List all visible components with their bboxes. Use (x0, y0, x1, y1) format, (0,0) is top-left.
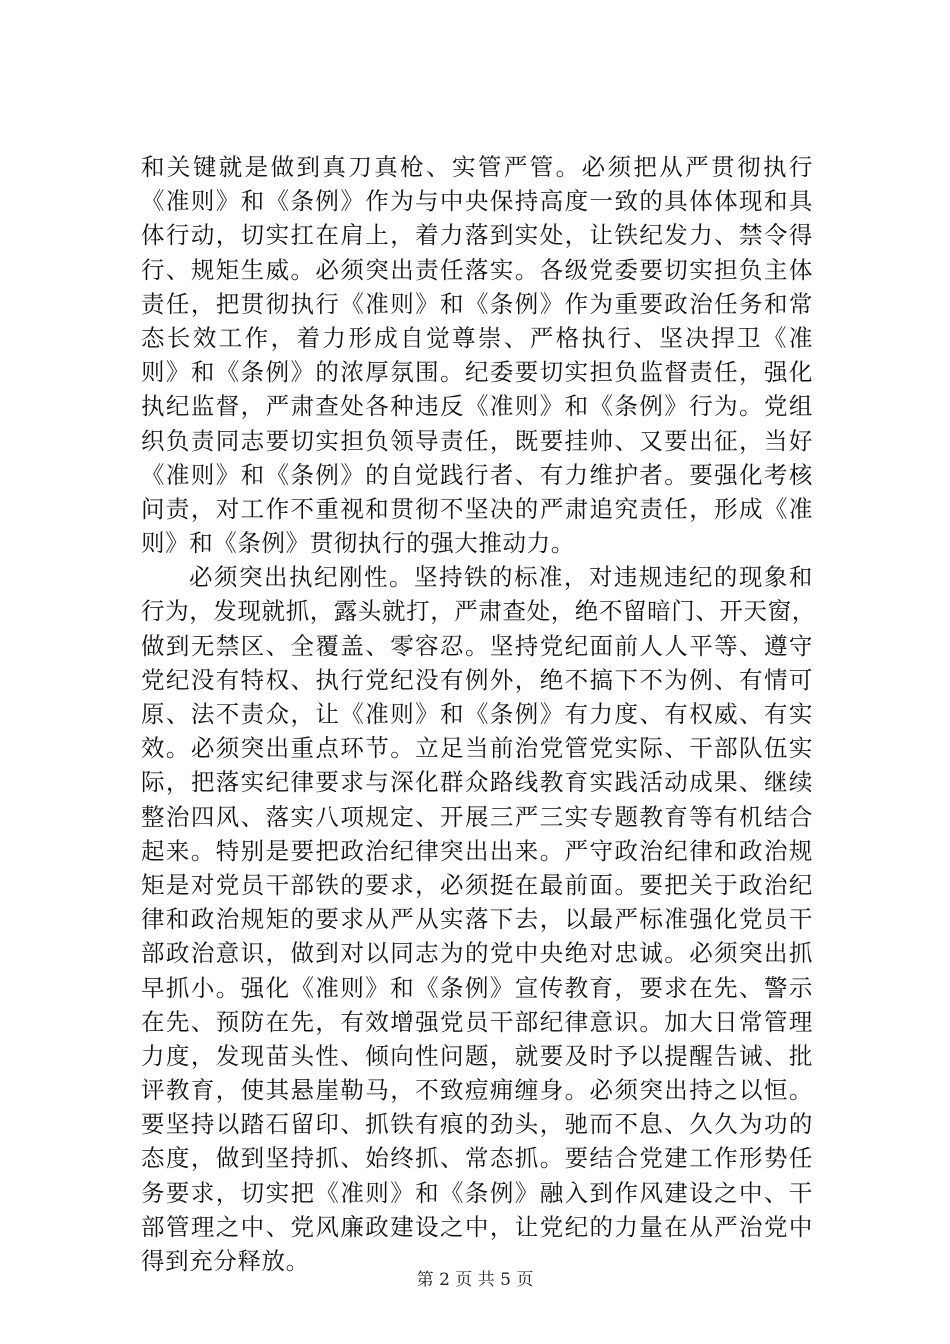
text-line: 在先、预防在先，有效增强党员干部纪律意识。加大日常管理 (141, 1007, 813, 1036)
text-line: 整治四风、落实八项规定、开展三严三实专题教育等有机结合 (141, 802, 813, 831)
text-line: 问责，对工作不重视和贯彻不坚决的严肃追究责任，形成《准 (141, 494, 813, 523)
text-line: 原、法不责众，让《准则》和《条例》有力度、有权威、有实 (141, 700, 813, 728)
paragraph (141, 150, 813, 560)
text-line: 态度，做到坚持抓、始终抓、常态抓。要结合党建工作形势任 (141, 1144, 813, 1173)
text-line: 行、规矩生威。必须突出责任落实。各级党委要切实担负主体 (141, 255, 813, 284)
text-line: 矩是对党员干部铁的要求，必须挺在最前面。要把关于政治纪 (141, 870, 813, 899)
text-line: 部管理之中、党风廉政建设之中，让党纪的力量在从严治党中 (141, 1212, 813, 1241)
text-line: 部政治意识，做到对以同志为的党中央绝对忠诚。必须突出抓 (141, 939, 813, 968)
text-line: 起来。特别是要把政治纪律突出出来。严守政治纪律和政治规 (141, 836, 813, 865)
text-line: 《准则》和《条例》的自觉践行者、有力维护者。要强化考核 (141, 460, 813, 489)
text-line: 力度，发现苗头性、倾向性问题，就要及时予以提醒告诫、批 (141, 1041, 813, 1070)
text-line: 执纪监督，严肃查处各种违反《准则》和《条例》行为。党组 (141, 392, 813, 421)
text-line: 则》和《条例》的浓厚氛围。纪委要切实担负监督责任，强化 (141, 358, 813, 387)
paragraph (141, 560, 816, 1278)
text-line: 则》和《条例》贯彻执行的强大推动力。 (141, 529, 575, 558)
text-line: 效。必须突出重点环节。立足当前治党管党实际、干部队伍实 (141, 734, 813, 763)
text-line: 党纪没有特权、执行党纪没有例外，绝不搞下不为例、有情可 (141, 665, 813, 694)
document-body (141, 150, 816, 1278)
text-line: 际，把落实纪律要求与深化群众路线教育实践活动成果、继续 (141, 768, 813, 797)
page-footer (0, 1270, 950, 1290)
text-line: 和关键就是做到真刀真枪、实管严管。必须把从严贯彻执行 (141, 153, 813, 181)
text-line: 必须突出执纪刚性。坚持铁的标准，对违规违纪的现象和 (189, 563, 813, 592)
text-line: 《准则》和《条例》作为与中央保持高度一致的具体体现和具 (141, 187, 813, 216)
text-line: 要坚持以踏石留印、抓铁有痕的劲头，驰而不息、久久为功的 (141, 1110, 813, 1139)
text-line: 责任，把贯彻执行《准则》和《条例》作为重要政治任务和常 (141, 289, 813, 318)
text-line: 务要求，切实把《准则》和《条例》融入到作风建设之中、干 (141, 1178, 813, 1207)
text-line: 体行动，切实扛在肩上，着力落到实处，让铁纪发力、禁令得 (141, 221, 813, 250)
text-line: 态长效工作，着力形成自觉尊崇、严格执行、坚决捍卫《准 (141, 323, 813, 352)
text-line: 做到无禁区、全覆盖、零容忍。坚持党纪面前人人平等、遵守 (141, 631, 813, 660)
text-line: 织负责同志要切实担负领导责任，既要挂帅、又要出征，当好 (141, 426, 813, 455)
page-number: 第 2 页 共 5 页 (416, 1270, 534, 1290)
text-line: 评教育，使其悬崖勒马，不致痘痈缠身。必须突出持之以恒。 (141, 1076, 813, 1105)
text-line: 行为，发现就抓，露头就打，严肃查处，绝不留暗门、开天窗， (141, 597, 816, 626)
text-line: 早抓小。强化《准则》和《条例》宣传教育，要求在先、警示 (141, 973, 813, 1002)
text-line: 得到充分释放。 (141, 1247, 310, 1275)
text-line: 律和政治规矩的要求从严从实落下去，以最严标准强化党员干 (141, 905, 813, 934)
